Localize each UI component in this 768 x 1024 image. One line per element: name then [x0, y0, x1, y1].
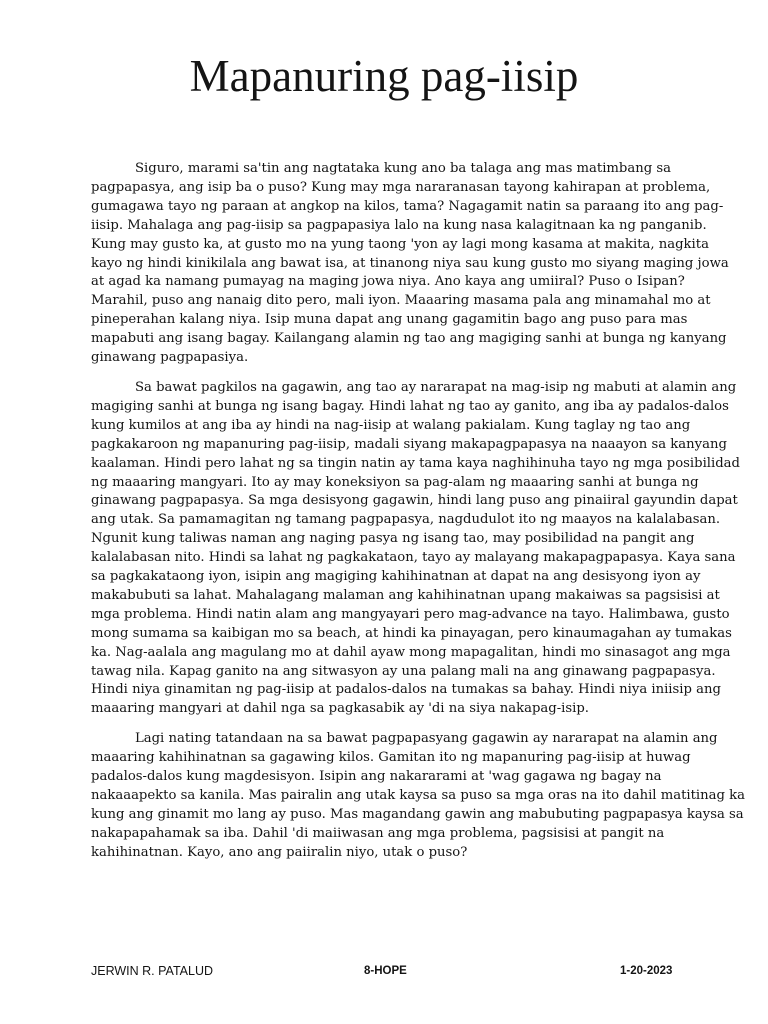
paragraph-2: [91, 379, 740, 719]
text-line: padalos-dalos kung magdesisyon. Isipin ang nakararami at 'wag gagawa ng bagay na: [91, 769, 662, 785]
text-line: kayo ng hindi kinikilala ang bawat isa, at tinanong niya sau kung gusto mo siyang maging jowa: [91, 255, 729, 271]
text-line: tawag nila. Kapag ganito na ang sitwasyon ay una palang mali na ang ginawang pagpapasya.: [91, 663, 716, 679]
document-title: Mapanuring pag-iisip: [189, 51, 579, 101]
text-line: mapabuti ang isang bagay. Kailangang alamin ng tao ang magiging sanhi at bunga ng kanyang: [91, 331, 727, 347]
text-line: iisip. Mahalaga ang pag-iisip sa pagpapasiya lalo na kung nasa kalagitnaan ka ng panganib.: [91, 217, 707, 233]
text-line: ginawang pagpapasya. Sa mga desisyong gagawin, hindi lang puso ang pinaiiral gayundin dapat: [91, 493, 738, 509]
text-line: Hindi niya ginamitan ng pag-iisip at padalos-dalos na tumakas sa bahay. Hindi niya iniisip ang: [91, 682, 721, 698]
text-line: kung ang ginamit mo lang ay puso. Mas magandang gawin ang mabubuting pagpapasya kaysa sa: [91, 806, 744, 822]
text-line: at agad ka namang pumayag na maging jowa niya. Ano kaya ang umiiral? Puso o Isipan?: [91, 274, 685, 290]
text-line: kalalabasan nito. Hindi sa lahat ng pagkakataon, tayo ay malayang makapagpapasya. Kaya sana: [91, 550, 736, 566]
text-line: Ngunit kung taliwas naman ang naging pasya ng isang tao, may posibilidad na pangit ang: [91, 531, 695, 547]
text-line: Sa bawat pagkilos na gagawin, ang tao ay nararapat na mag-isip ng mabuti at alamin ang: [135, 379, 737, 395]
footer-section: 8-HOPE: [364, 965, 407, 977]
text-line: Siguro, marami sa'tin ang nagtataka kung ano ba talaga ang mas matimbang sa: [135, 161, 671, 176]
text-line: sa pagkakataong iyon, isipin ang magiging kahihinatnan at dapat na ang desisyong iyon ay: [91, 569, 701, 585]
text-line: kahihinatnan. Kayo, ano ang paiiralin niyo, utak o puso?: [91, 844, 468, 860]
text-line: pagkakaroon ng mapanuring pag-iisip, madali siyang makapagpapasya na naaayon sa kanyang: [91, 436, 727, 452]
text-line: maaaring kahihinatnan sa gagawing kilos. Gamitan ito ng mapanuring pag-iisip at huwag: [91, 750, 691, 766]
text-line: pineperahan kalang niya. Isip muna dapat ang unang gagamitin bago ang puso para mas: [91, 312, 688, 328]
text-line: Marahil, puso ang nanaig dito pero, mali iyon. Maaaring masama pala ang minamahal mo at: [91, 293, 711, 309]
text-line: makabubuti sa lahat. Mahalagang malaman ang kahihinatnan upang makaiwas sa pagsisisi at: [91, 587, 720, 603]
text-line: magiging sanhi at bunga ng isang bagay. Hindi lahat ng tao ay ganito, ang iba ay padalos-dalos: [91, 398, 729, 414]
text-line: pagpapasya, ang isip ba o puso? Kung may mga nararanasan tayong kahirapan at problema,: [91, 179, 711, 195]
text-line: mga problema. Hindi natin alam ang mangyayari pero mag-advance na tayo. Halimbawa, gusto: [91, 606, 730, 622]
footer-date: 1-20-2023: [620, 965, 673, 977]
text-line: mong sumama sa kaibigan mo sa beach, at hindi ka pinayagan, pero kinaumagahan ay tumakas: [91, 625, 732, 641]
paragraph-1: [91, 160, 729, 368]
text-line: Kung may gusto ka, at gusto mo na yung taong 'yon ay lagi mong kasama at makita, nagkita: [91, 236, 709, 252]
text-line: ka. Nag-aalala ang magulang mo at dahil ayaw mong mapagalitan, hindi mo sinasagot ang mga: [91, 644, 731, 660]
text-line: nakaaapekto sa kanila. Mas pairalin ang utak kaysa sa puso sa mga oras na ito dahil matitinag ka: [91, 788, 745, 803]
text-line: Lagi nating tatandaan na sa bawat pagpapasyang gagawin ay nararapat na alamin ang: [135, 731, 718, 747]
footer-author: JERWIN R. PATALUD: [91, 964, 214, 978]
paragraph-3: [91, 730, 745, 862]
text-line: kaalaman. Hindi pero lahat ng sa tingin natin ay tama kaya naghihinuha tayo ng mga posibilidad: [91, 455, 740, 471]
text-line: ng maaaring mangyari. Ito ay may koneksiyon sa pag-alam ng maaaring sanhi at bunga ng: [91, 474, 699, 490]
text-line: kung kumilos at ang iba ay hindi na nag-iisip at walang pakialam. Kung taglay ng tao ang: [91, 417, 691, 433]
essay-body: [91, 160, 745, 874]
text-line: gumagawa tayo ng paraan at angkop na kilos, tama? Nagagamit natin sa paraang ito ang pag-: [91, 198, 724, 214]
text-line: nakapapahamak sa iba. Dahil 'di maiiwasan ang mga problema, pagsisisi at pangit na: [91, 825, 665, 841]
text-line: ang utak. Sa pamamagitan ng tamang pagpapasya, nagdudulot ito ng maayos na kalalabasan.: [91, 512, 721, 528]
text-line: ginawang pagpapasiya.: [91, 350, 249, 366]
text-line: maaaring mangyari at dahil nga sa pagkasabik ay 'di na siya nakapag-isip.: [91, 701, 589, 717]
